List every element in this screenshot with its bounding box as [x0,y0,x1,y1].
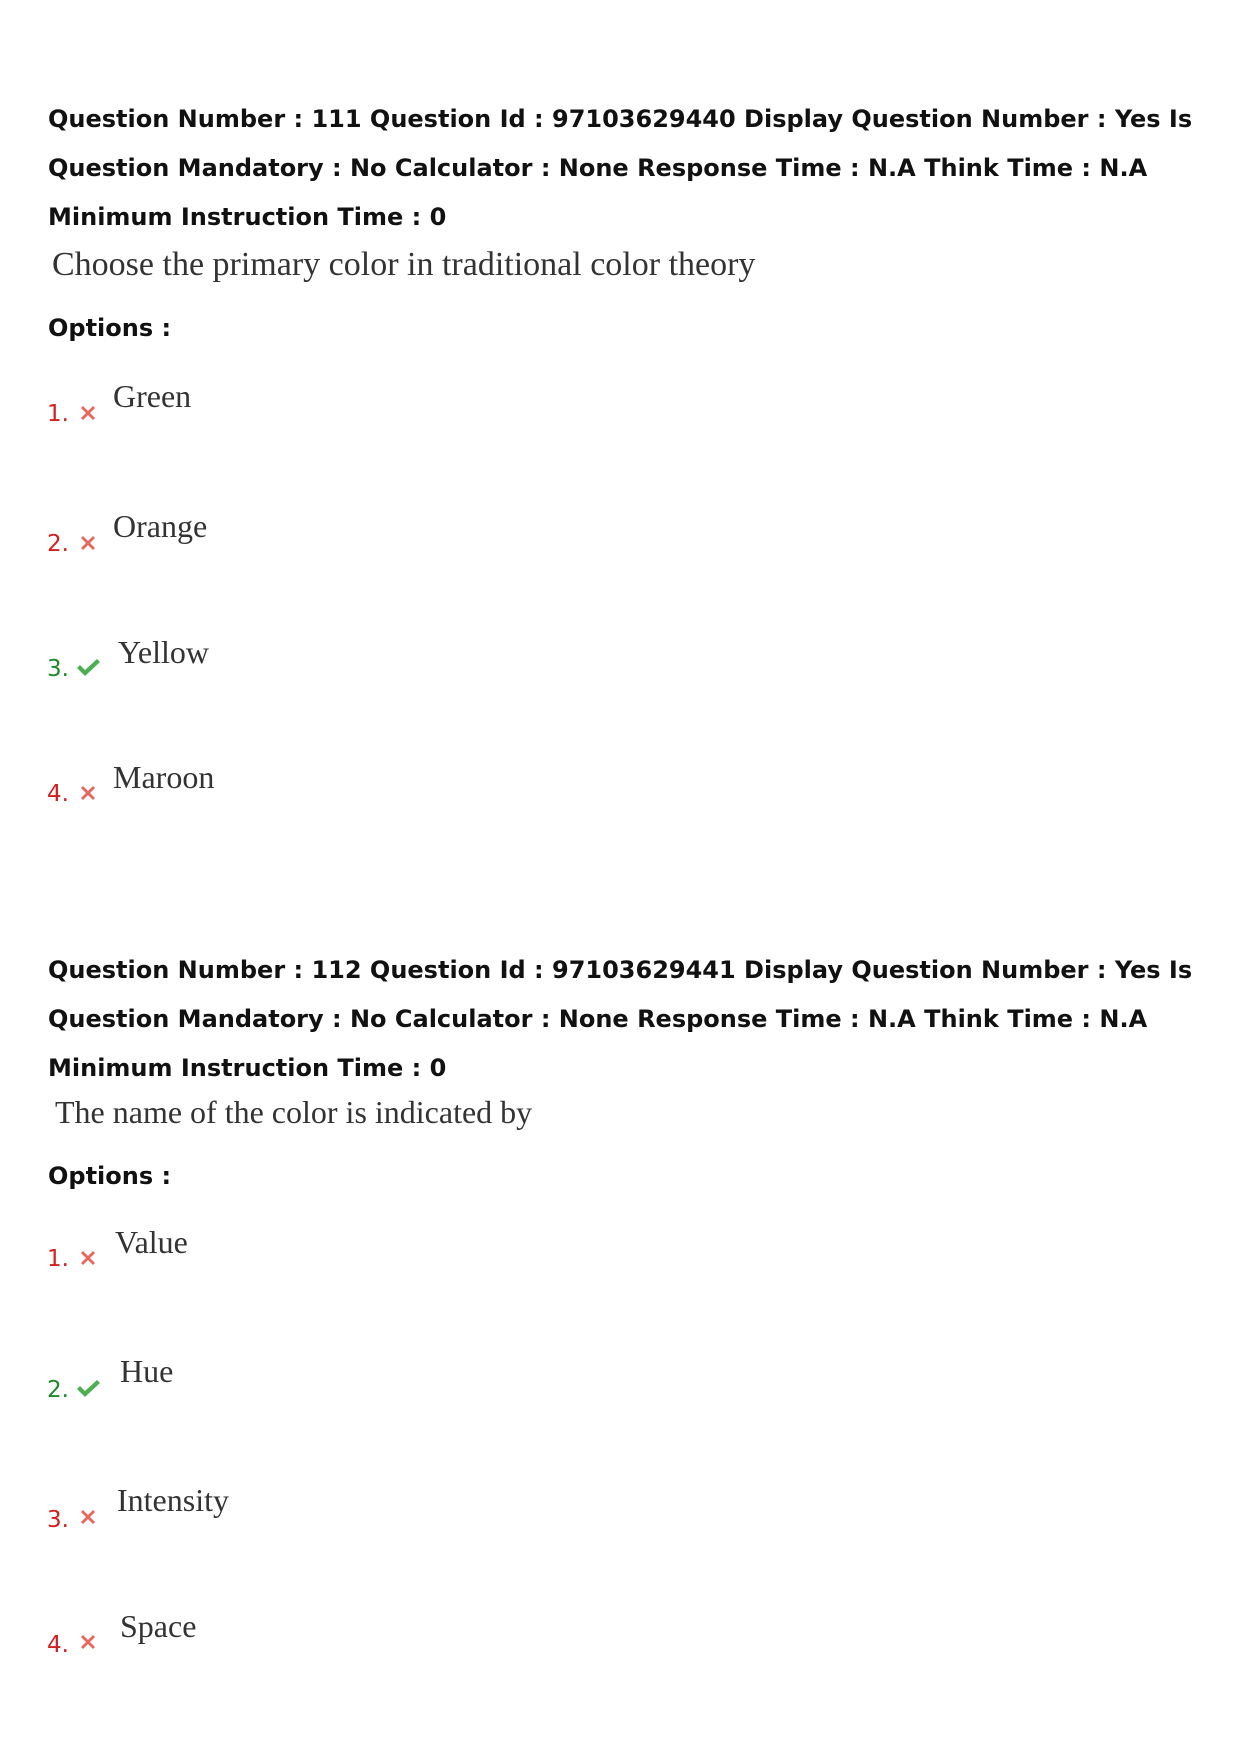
check-icon [74,1376,102,1400]
option-item [0,508,1240,580]
option-text: Value [115,1224,188,1260]
question-meta: Question Number : 111 Question Id : 97103629440 Display Question Number : Yes Is Question Mandatory : No Calculator : None Response Time : N.A Think Time : N.A Minimum Instruction Time : 0 [48,105,1193,231]
option-item [0,1608,1240,1681]
options-label: Options : [48,314,172,342]
option-text: Green [113,378,192,414]
option-item [0,634,1240,705]
question-text: The name of the color is indicated by [55,1094,533,1130]
option-text: Intensity [117,1482,229,1518]
option-text: Orange [113,508,208,544]
option-item [0,378,1240,450]
option-number: 3. [47,1507,69,1533]
option-text: Hue [120,1353,174,1389]
option-item [0,759,1240,830]
option-number: 2. [47,531,69,557]
cross-icon [76,781,100,805]
question-text: Choose the primary color in traditional color theory [52,246,756,283]
question-meta: Question Number : 112 Question Id : 97103629441 Display Question Number : Yes Is Question Mandatory : No Calculator : None Response Time : N.A Think Time : N.A Minimum Instruction Time : 0 [48,956,1193,1082]
cross-icon [76,401,100,425]
option-number: 1. [47,401,69,427]
option-number: 3. [47,656,69,682]
option-text: Yellow [118,634,209,670]
option-number: 2. [47,1377,69,1403]
cross-icon [76,1246,100,1270]
options-label: Options : [48,1162,172,1190]
option-item [0,1482,1240,1556]
option-number: 4. [47,781,69,807]
check-icon [74,655,102,679]
option-text: Maroon [113,759,215,795]
option-number: 4. [47,1632,69,1658]
option-item [0,1224,1240,1295]
option-text: Space [120,1608,197,1644]
option-number: 1. [47,1246,69,1272]
cross-icon [76,531,100,555]
cross-icon [76,1630,100,1654]
option-item [0,1353,1240,1426]
cross-icon [76,1505,100,1529]
